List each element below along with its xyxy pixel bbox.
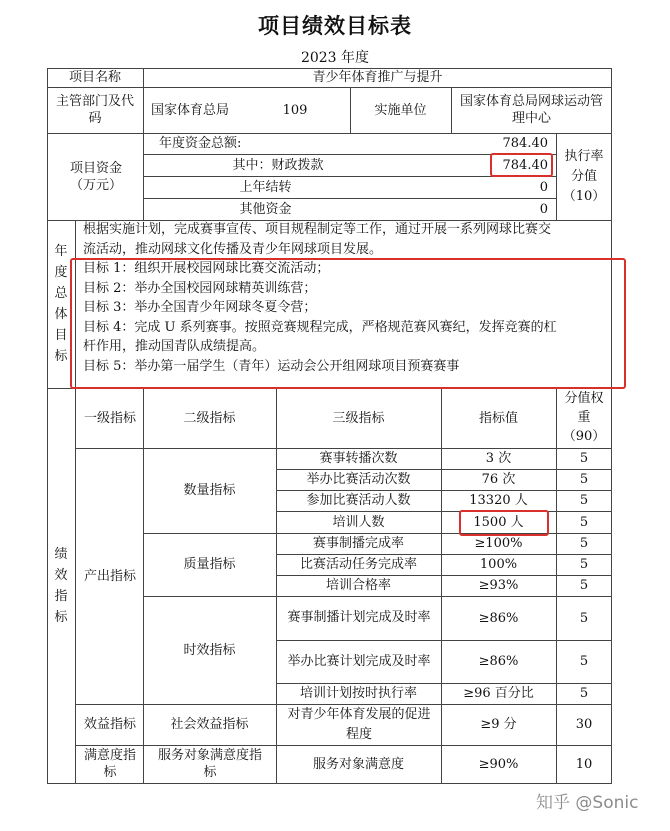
indicator-name: 培训人数 [332, 514, 385, 530]
header-weight: 分值权重（90） [562, 390, 606, 444]
indicator-value: ≥86% [478, 610, 519, 626]
indicator-weight: 5 [579, 610, 589, 626]
intro-line: 流活动，推动网球文化传播及青少年网球项目发展。 [83, 241, 383, 257]
indicator-name: 参加比赛活动人数 [306, 493, 411, 508]
indicator-name: 对青少年体育发展的促进程度 [287, 706, 431, 742]
dept-label: 主管部门及代码 [55, 94, 134, 126]
indicator-value: ≥100% [474, 536, 523, 551]
indicator-value: 13320 人 [469, 493, 528, 508]
indicator-weight: 5 [579, 472, 589, 487]
indicator-value: ≥90% [478, 756, 519, 772]
social-benefit-label: 社会效益指标 [170, 717, 249, 732]
indicator-weight: 10 [575, 756, 593, 772]
goal-item: 目标 4：完成 U 系列赛事。按照竞赛规程完成，严格规范赛风赛纪，发挥竞赛的杠 [83, 319, 557, 335]
dept-name: 国家体育总局 [151, 102, 230, 118]
project-name-label: 项目名称 [68, 70, 121, 85]
funds-other-value: 0 [539, 201, 548, 217]
output-indicator-label: 产出指标 [84, 568, 137, 584]
funds-carryover-value: 0 [539, 179, 548, 195]
indicator-name: 赛事转播次数 [319, 451, 398, 466]
indicator-name: 比赛活动任务完成率 [299, 557, 417, 572]
impl-unit-label: 实施单位 [374, 102, 427, 118]
perf-label: 绩效指标 [54, 546, 68, 625]
indicator-weight: 5 [579, 536, 589, 551]
quality-indicator-label: 质量指标 [183, 557, 236, 572]
header-l1: 一级指标 [84, 410, 137, 426]
indicator-weight: 5 [579, 493, 589, 508]
indicator-value: 3 次 [485, 451, 512, 466]
header-value: 指标值 [478, 410, 518, 426]
intro-line: 根据实施计划，完成赛事宣传、项目规程制定等工作，通过开展一系列网球比赛交 [83, 222, 552, 237]
indicator-weight: 30 [575, 717, 593, 732]
indicator-weight: 5 [579, 557, 589, 572]
highlight-goals-box [70, 258, 626, 389]
indicator-value: 1500 人 [473, 514, 524, 530]
indicator-value: ≥96 百分比 [463, 686, 534, 701]
indicator-name: 举办比赛活动次数 [306, 472, 411, 487]
funds-other-label: 其他资金 [239, 201, 292, 217]
indicator-value: ≥93% [478, 578, 519, 593]
indicator-weight: 5 [579, 654, 589, 669]
benefit-indicator-label: 效益指标 [84, 717, 137, 732]
project-name-value: 青少年体育推广与提升 [312, 70, 443, 85]
indicator-value: ≥86% [478, 654, 519, 669]
indicator-weight: 5 [579, 514, 589, 530]
funds-carryover-label: 上年结转 [239, 179, 292, 195]
indicator-name: 赛事制播完成率 [312, 536, 404, 551]
timeliness-indicator-label: 时效指标 [183, 642, 236, 658]
quantity-indicator-label: 数量指标 [183, 483, 236, 498]
service-satisfaction-label: 服务对象满意度指标 [157, 748, 262, 780]
goal-item: 目标 1：组织开展校园网球比赛交流活动； [83, 261, 330, 276]
impl-unit-value: 国家体育总局网球运动管理中心 [459, 94, 603, 126]
funds-fiscal-label: 其中：财政拨款 [232, 157, 324, 173]
watermark: 知乎 @Sonic [536, 793, 639, 813]
goal-item: 目标 5：举办第一届学生（青年）运动会公开组网球项目预赛赛事 [83, 358, 460, 374]
indicator-name: 培训计划按时执行率 [299, 686, 417, 701]
header-l3: 三级指标 [332, 410, 385, 426]
funds-fiscal-value: 784.40 [502, 157, 548, 173]
funds-total-label: 年度资金总额: [159, 136, 242, 151]
dept-code: 109 [282, 102, 308, 118]
indicator-weight: 5 [579, 451, 589, 466]
goal-item: 目标 2：举办全国校园网球精英训练营； [83, 280, 317, 296]
indicator-weight: 5 [579, 686, 589, 701]
indicator-value: ≥9 分 [480, 717, 517, 732]
satisfaction-indicator-label: 满意度指标 [83, 748, 136, 780]
funds-total-value: 784.40 [502, 136, 548, 151]
page-title: 项目绩效目标表 [258, 14, 412, 38]
highlight-fiscal-box [490, 153, 553, 177]
indicator-name: 举办比赛计划完成及时率 [287, 653, 431, 669]
funds-label: 项目资金（万元） [69, 160, 122, 193]
overall-goal-label: 年度总体目标 [54, 244, 68, 364]
indicator-value: 100% [479, 557, 518, 572]
indicator-weight: 5 [579, 578, 589, 593]
indicator-name: 培训合格率 [325, 578, 391, 593]
exec-rate-label: 执行率分值（10） [562, 149, 606, 204]
goal-item: 杆作用，推动国青队成绩提高。 [83, 339, 266, 354]
year-label: 2023 年度 [300, 50, 370, 66]
indicator-name: 服务对象满意度 [312, 756, 404, 772]
header-l2: 二级指标 [183, 410, 236, 426]
goal-item: 目标 3：举办全国青少年网球冬夏令营； [83, 300, 317, 315]
indicator-value: 76 次 [481, 472, 516, 487]
indicator-name: 赛事制播计划完成及时率 [287, 610, 431, 625]
